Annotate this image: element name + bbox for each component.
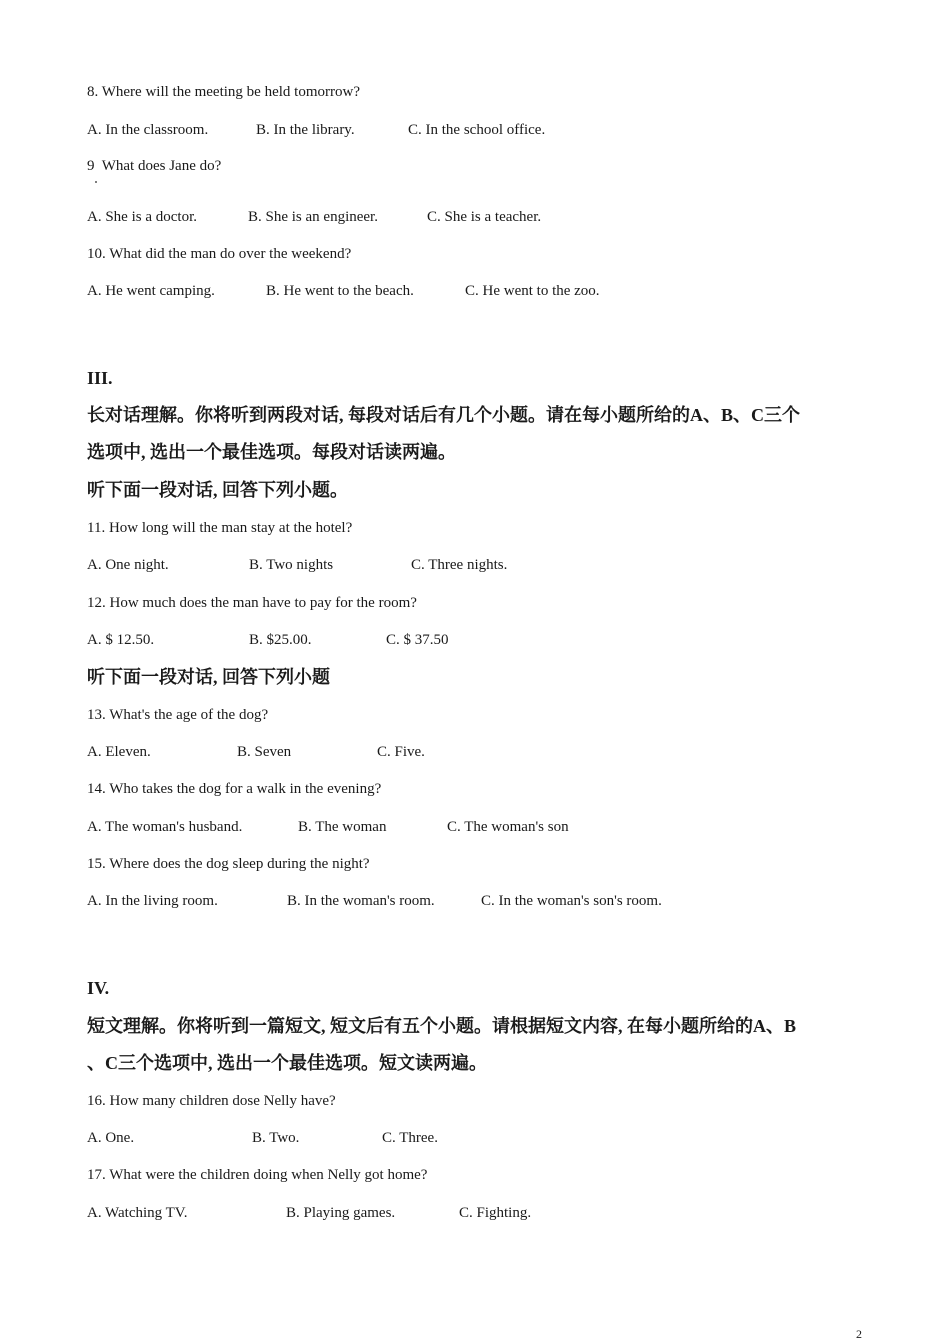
option-17c: C. Fighting. xyxy=(459,1205,532,1221)
option-13b: B. Seven xyxy=(237,744,292,760)
option-11a: A. One night. xyxy=(87,557,169,573)
option-8c: C. In the school office. xyxy=(408,122,546,138)
option-14b: B. The woman xyxy=(298,819,387,835)
question-9: 9 What does Jane do? xyxy=(87,158,222,174)
option-9a: A. She is a doctor. xyxy=(87,209,197,225)
section-3-number: III. xyxy=(87,368,113,388)
dialogue-2-heading: 听下面一段对话, 回答下列小题 xyxy=(87,667,330,687)
question-14: 14. Who takes the dog for a walk in the evening? xyxy=(87,781,382,797)
option-15a: A. In the living room. xyxy=(87,893,218,909)
stray-mark xyxy=(95,181,97,183)
question-11: 11. How long will the man stay at the hotel? xyxy=(87,520,353,536)
option-11c: C. Three nights. xyxy=(411,557,508,573)
option-14a: A. The woman's husband. xyxy=(87,819,243,835)
section-3-instruction-line2: 选项中, 选出一个最佳选项。每段对话读两遍。 xyxy=(87,442,456,462)
question-15: 15. Where does the dog sleep during the night? xyxy=(87,856,370,872)
option-16b: B. Two. xyxy=(252,1130,300,1146)
option-16c: C. Three. xyxy=(382,1130,438,1146)
section-4-instruction-line1: 短文理解。你将听到一篇短文, 短文后有五个小题。请根据短文内容, 在每小题所给的A、B xyxy=(87,1016,797,1036)
option-12c: C. $ 37.50 xyxy=(386,632,449,648)
question-17: 17. What were the children doing when Nelly got home? xyxy=(87,1167,428,1183)
question-16: 16. How many children dose Nelly have? xyxy=(87,1093,336,1109)
option-10b: B. He went to the beach. xyxy=(266,283,414,299)
option-11b: B. Two nights xyxy=(249,557,334,573)
option-14c: C. The woman's son xyxy=(447,819,569,835)
question-8: 8. Where will the meeting be held tomorrow? xyxy=(87,84,360,100)
option-16a: A. One. xyxy=(87,1130,135,1146)
dialogue-1-heading: 听下面一段对话, 回答下列小题。 xyxy=(87,480,348,500)
option-13c: C. Five. xyxy=(377,744,425,760)
option-10c: C. He went to the zoo. xyxy=(465,283,600,299)
question-10: 10. What did the man do over the weekend? xyxy=(87,246,352,262)
option-10a: A. He went camping. xyxy=(87,283,215,299)
option-17a: A. Watching TV. xyxy=(87,1205,188,1221)
option-9b: B. She is an engineer. xyxy=(248,209,378,225)
question-12: 12. How much does the man have to pay for the room? xyxy=(87,595,417,611)
section-4-instruction-line2: 、C三个选项中, 选出一个最佳选项。短文读两遍。 xyxy=(87,1053,487,1073)
option-15c: C. In the woman's son's room. xyxy=(481,893,662,909)
question-13: 13. What's the age of the dog? xyxy=(87,707,269,723)
option-13a: A. Eleven. xyxy=(87,744,151,760)
option-12b: B. $25.00. xyxy=(249,632,312,648)
option-9c: C. She is a teacher. xyxy=(427,209,542,225)
option-17b: B. Playing games. xyxy=(286,1205,396,1221)
section-3-instruction-line1: 长对话理解。你将听到两段对话, 每段对话后有几个小题。请在每小题所给的A、B、C三个 xyxy=(87,405,800,425)
option-15b: B. In the woman's room. xyxy=(287,893,435,909)
option-8a: A. In the classroom. xyxy=(87,122,209,138)
option-8b: B. In the library. xyxy=(256,122,355,138)
section-4-number: IV. xyxy=(87,978,110,998)
page-number: 2 xyxy=(856,1327,862,1341)
option-12a: A. $ 12.50. xyxy=(87,632,155,648)
